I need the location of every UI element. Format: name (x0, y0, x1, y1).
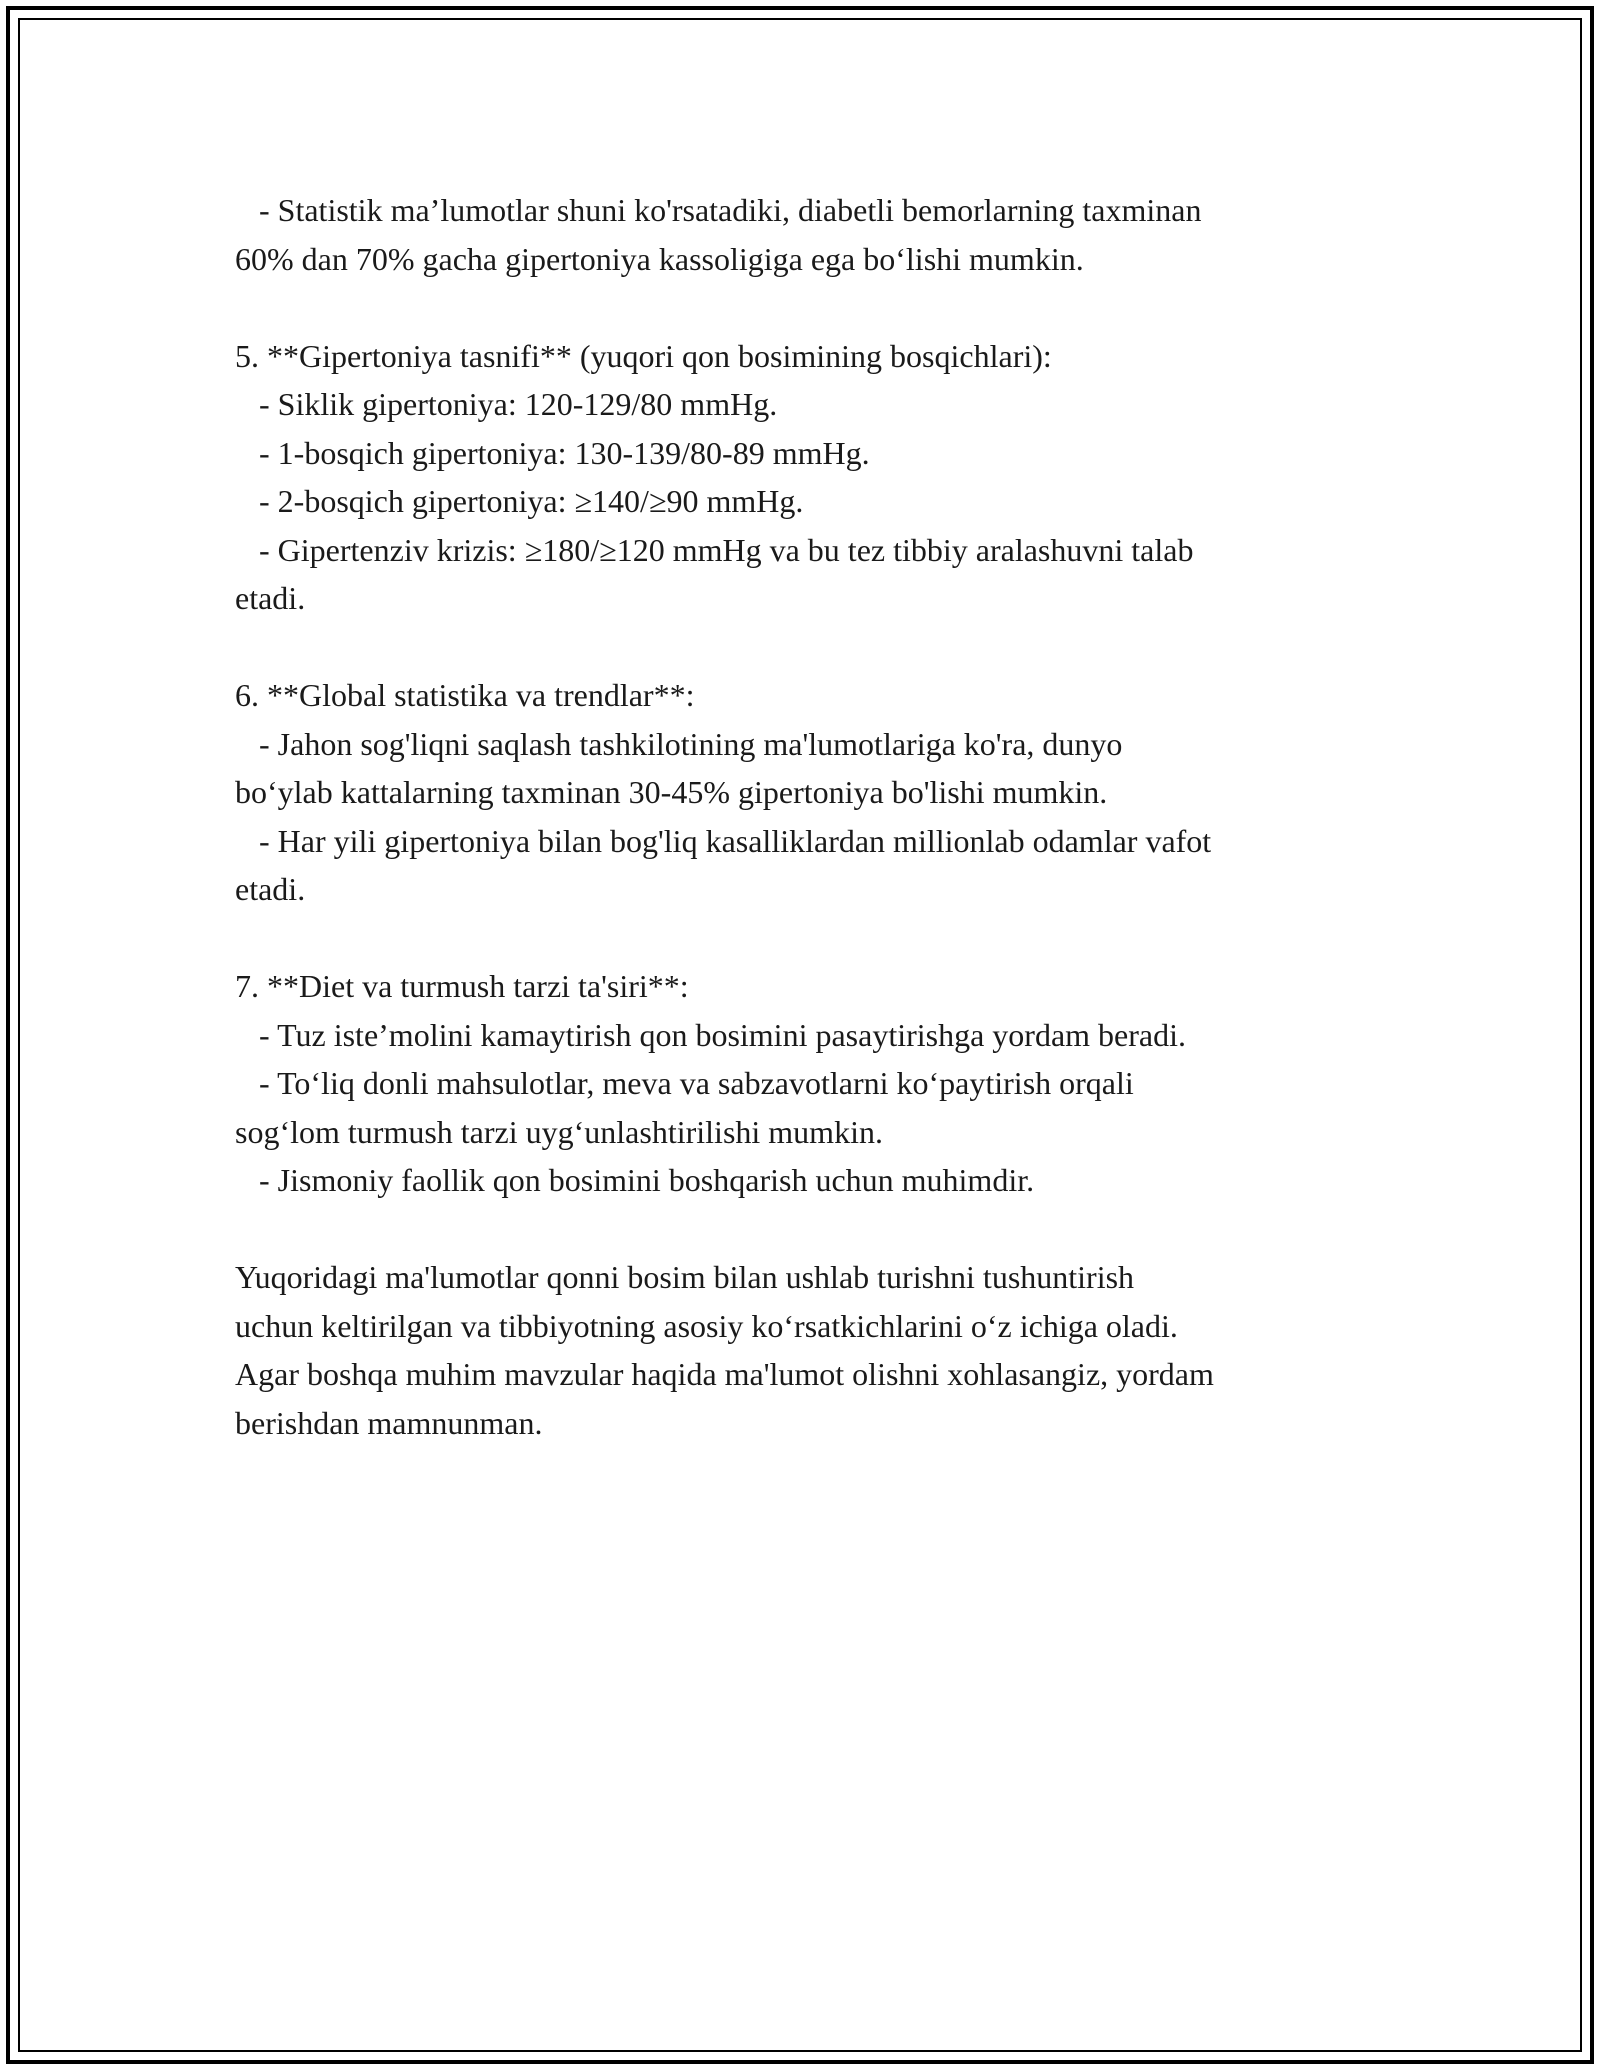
text-line: - Statistik ma’lumotlar shuni ko'rsatadiki, diabetli bemorlarning taxminan (235, 192, 1202, 228)
section-heading: 6. **Global statistika va trendlar**: (235, 677, 695, 713)
document-body (235, 186, 1395, 1496)
list-item: - Tuz iste’molini kamaytirish qon bosimini pasaytirishga yordam beradi. (235, 1016, 1186, 1053)
text-line: sog‘lom turmush tarzi uyg‘unlashtirilishi mumkin. (235, 1113, 883, 1150)
list-item: - Jismoniy faollik qon bosimini boshqarish uchun muhimdir. (235, 1162, 1035, 1198)
text-line: etadi. (235, 580, 306, 616)
list-item: - 1-bosqich gipertoniya: 130-139/80-89 mmHg. (235, 434, 870, 471)
text-line: Agar boshqa muhim mavzular haqida ma'lumot olishni xohlasangiz, yordam (235, 1356, 1214, 1392)
section-diet-lifestyle (235, 962, 1395, 1205)
list-item: - Har yili gipertoniya bilan bog'liq kasalliklardan millionlab odamlar vafot (235, 822, 1212, 859)
conclusion-paragraph (235, 1253, 1395, 1447)
text-line: etadi. (235, 871, 306, 907)
text-line: 60% dan 70% gacha gipertoniya kassoligiga ega bo‘lishi mumkin. (235, 240, 1084, 277)
section-heading: 5. **Gipertoniya tasnifi** (yuqori qon bosimining bosqichlari): (235, 337, 1052, 374)
section-heading: 7. **Diet va turmush tarzi ta'siri**: (235, 968, 689, 1004)
text-line: berishdan mamnunman. (235, 1404, 543, 1441)
section-hypertension-classification (235, 332, 1395, 623)
intro-paragraph (235, 186, 1395, 283)
list-item: - To‘liq donli mahsulotlar, meva va sabzavotlarni ko‘paytirish orqali (235, 1065, 1134, 1101)
list-item: - 2-bosqich gipertoniya: ≥140/≥90 mmHg. (235, 483, 804, 519)
section-global-statistics (235, 671, 1395, 914)
list-item: - Jahon sog'liqni saqlash tashkilotining ma'lumotlariga ko'ra, dunyo (235, 725, 1123, 762)
list-item: - Gipertenziv krizis: ≥180/≥120 mmHg va bu tez tibbiy aralashuvni talab (235, 531, 1194, 568)
list-item: - Siklik gipertoniya: 120-129/80 mmHg. (235, 386, 778, 422)
text-line: Yuqoridagi ma'lumotlar qonni bosim bilan ushlab turishni tushuntirish (235, 1259, 1135, 1295)
text-line: uchun keltirilgan va tibbiyotning asosiy ko‘rsatkichlarini o‘z ichiga oladi. (235, 1307, 1178, 1344)
text-line: bo‘ylab kattalarning taxminan 30-45% gipertoniya bo'lishi mumkin. (235, 774, 1108, 810)
